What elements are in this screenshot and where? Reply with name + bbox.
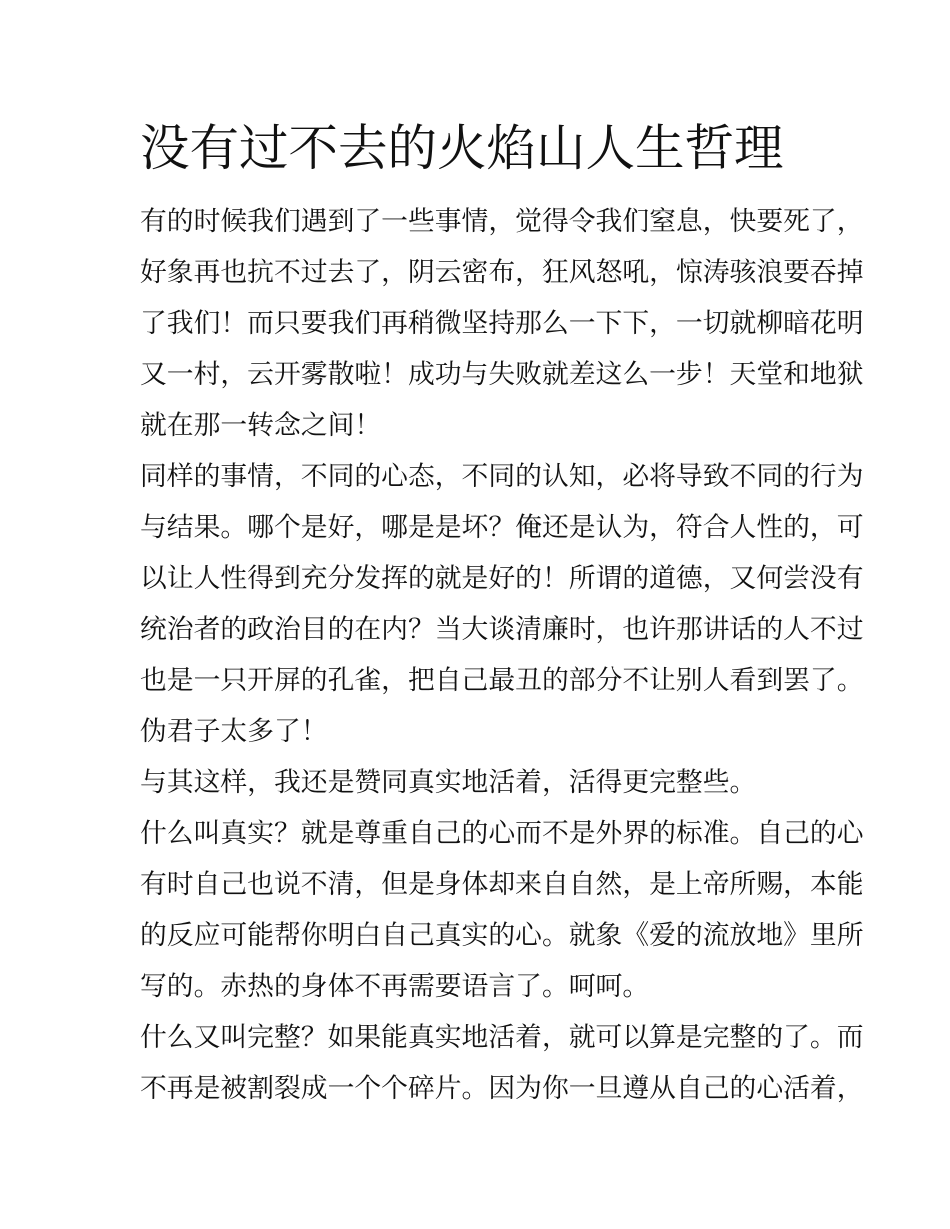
text-line: 伪君子太多了！ xyxy=(140,716,328,747)
text-line: 与结果。哪个是好，哪是是坏？俺还是认为，符合人性的，可 xyxy=(140,512,864,543)
text-line: 的反应可能帮你明白自己真实的心。就象《爱的流放地》里所 xyxy=(140,920,864,951)
text-line: 好象再也抗不过去了，阴云密布，狂风怒吼，惊涛骇浪要吞掉 xyxy=(140,257,864,288)
document-title: 没有过不去的火焰山人生哲理 xyxy=(140,119,784,177)
text-line: 同样的事情，不同的心态，不同的认知，必将导致不同的行为 xyxy=(140,461,864,492)
text-line: 什么又叫完整？如果能真实地活着，就可以算是完整的了。而 xyxy=(140,1022,864,1053)
text-line: 有时自己也说不清，但是身体却来自自然，是上帝所赐，本能 xyxy=(140,869,864,900)
text-line: 又一村，云开雾散啦！成功与失败就差这么一步！天堂和地狱 xyxy=(140,359,864,390)
text-line: 不再是被割裂成一个个碎片。因为你一旦遵从自己的心活着， xyxy=(140,1073,864,1104)
text-line: 以让人性得到充分发挥的就是好的！所谓的道德，又何尝没有 xyxy=(140,563,864,594)
text-line: 有的时候我们遇到了一些事情，觉得令我们窒息，快要死了， xyxy=(140,206,864,237)
text-line: 也是一只开屏的孔雀，把自己最丑的部分不让别人看到罢了。 xyxy=(140,665,864,696)
text-line: 就在那一转念之间！ xyxy=(140,410,382,441)
text-line: 什么叫真实？就是尊重自己的心而不是外界的标准。自己的心 xyxy=(140,818,864,849)
document-body xyxy=(140,196,864,1114)
text-line: 与其这样，我还是赞同真实地活着，活得更完整些。 xyxy=(140,767,757,798)
text-line: 统治者的政治目的在内？当大谈清廉时，也许那讲话的人不过 xyxy=(140,614,864,645)
text-line: 了我们！而只要我们再稍微坚持那么一下下，一切就柳暗花明 xyxy=(140,308,864,339)
text-line: 写的。赤热的身体不再需要语言了。呵呵。 xyxy=(140,971,650,1002)
